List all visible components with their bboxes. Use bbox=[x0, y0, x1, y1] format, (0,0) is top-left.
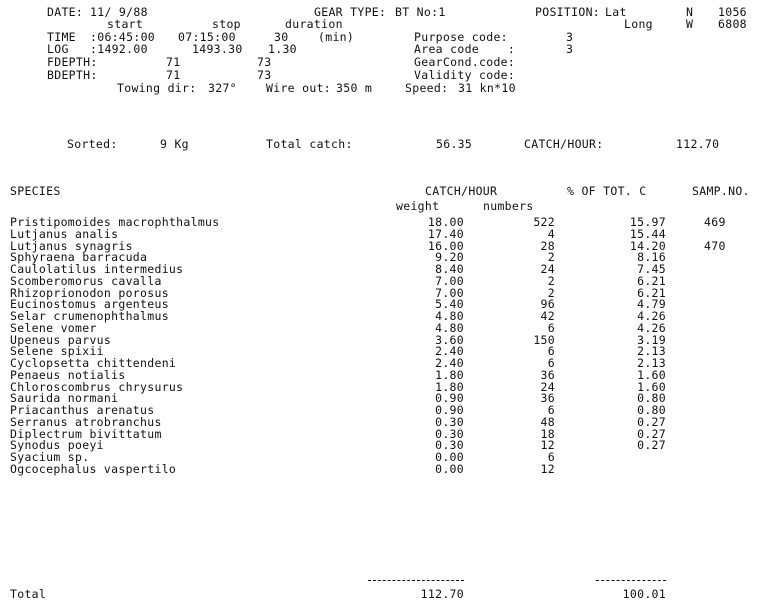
total-catch-value: 56.35 bbox=[436, 137, 473, 151]
stop-label: stop bbox=[212, 17, 241, 31]
catch-numbers: 12 bbox=[540, 438, 555, 452]
col-catch-hour-header: CATCH/HOUR bbox=[425, 184, 498, 198]
long-value: 6808 bbox=[718, 17, 747, 31]
bdepth-label: BDEPTH: bbox=[47, 68, 98, 82]
catch-numbers: 24 bbox=[540, 262, 555, 276]
species-name: Caulolatilus intermedius bbox=[10, 262, 184, 276]
species-name: Chloroscombrus chrysurus bbox=[10, 380, 184, 394]
sample-number: 469 bbox=[704, 215, 726, 229]
catch-hour-value: 112.70 bbox=[676, 137, 720, 151]
total-label: Total bbox=[10, 587, 47, 601]
catch-numbers: 36 bbox=[540, 368, 555, 382]
catch-numbers: 2 bbox=[547, 286, 555, 300]
start-label: start bbox=[107, 17, 144, 31]
purpose-code-value: 3 bbox=[566, 30, 574, 44]
catch-weight: 0.00 bbox=[435, 450, 464, 464]
catch-hour-label: CATCH/HOUR: bbox=[524, 137, 604, 151]
position-label: POSITION: bbox=[535, 5, 601, 19]
catch-weight: 4.80 bbox=[435, 321, 464, 335]
area-code-value: 3 bbox=[566, 42, 574, 56]
speed-value: 31 kn*10 bbox=[458, 81, 516, 95]
wire-value: 350 m bbox=[336, 81, 373, 95]
catch-weight: 8.40 bbox=[435, 262, 464, 276]
col-numbers-header: numbers bbox=[483, 199, 534, 213]
pct-of-total: 3.19 bbox=[637, 333, 666, 347]
speed-label: Speed: bbox=[405, 81, 449, 95]
pct-of-total: 15.44 bbox=[629, 227, 666, 241]
pct-of-total: 2.13 bbox=[637, 344, 666, 358]
gear-type-value: BT No:1 bbox=[395, 5, 446, 19]
catch-numbers: 6 bbox=[547, 403, 555, 417]
species-name: Lutjanus synagris bbox=[10, 239, 133, 253]
towing-label: Towing dir: bbox=[117, 81, 197, 95]
long-hemisphere: W bbox=[686, 17, 694, 31]
catch-weight: 4.80 bbox=[435, 309, 464, 323]
pct-of-total: 7.45 bbox=[637, 262, 666, 276]
catch-weight: 7.00 bbox=[435, 286, 464, 300]
catch-weight: 7.00 bbox=[435, 274, 464, 288]
catch-numbers: 6 bbox=[547, 356, 555, 370]
duration-label: duration bbox=[285, 17, 343, 31]
validity-label: Validity code: bbox=[414, 68, 516, 82]
total-weight: 112.70 bbox=[420, 587, 464, 601]
catch-weight: 0.00 bbox=[435, 462, 464, 476]
fdepth-stop: 73 bbox=[257, 55, 272, 69]
sample-number: 470 bbox=[704, 239, 726, 253]
species-name: Sphyraena barracuda bbox=[10, 250, 148, 264]
pct-total-rule bbox=[596, 580, 666, 581]
towing-value: 327° bbox=[208, 81, 237, 95]
catch-numbers: 48 bbox=[540, 415, 555, 429]
species-name: Diplectrum bivittatum bbox=[10, 427, 162, 441]
pct-of-total: 0.27 bbox=[637, 438, 666, 452]
pct-of-total: 4.26 bbox=[637, 321, 666, 335]
species-name: Selene spixii bbox=[10, 344, 104, 358]
catch-numbers: 4 bbox=[547, 227, 555, 241]
sorted-value: 9 Kg bbox=[160, 137, 189, 151]
species-name: Penaeus notialis bbox=[10, 368, 126, 382]
species-name: Scomberomorus cavalla bbox=[10, 274, 162, 288]
pct-of-total: 4.79 bbox=[637, 297, 666, 311]
catch-numbers: 522 bbox=[533, 215, 555, 229]
bdepth-start: 71 bbox=[166, 68, 181, 82]
pct-of-total: 0.80 bbox=[637, 391, 666, 405]
catch-weight: 17.40 bbox=[427, 227, 464, 241]
catch-numbers: 6 bbox=[547, 450, 555, 464]
pct-of-total: 4.26 bbox=[637, 309, 666, 323]
catch-numbers: 12 bbox=[540, 462, 555, 476]
species-name: Priacanthus arenatus bbox=[10, 403, 155, 417]
total-catch-label: Total catch: bbox=[266, 137, 353, 151]
bdepth-stop: 73 bbox=[257, 68, 272, 82]
catch-weight: 0.30 bbox=[435, 438, 464, 452]
species-name: Cyclopsetta chittendeni bbox=[10, 356, 177, 370]
pct-of-total: 0.27 bbox=[637, 427, 666, 441]
catch-weight: 0.90 bbox=[435, 391, 464, 405]
catch-weight: 9.20 bbox=[435, 250, 464, 264]
time-start: :06:45:00 bbox=[90, 30, 156, 44]
catch-weight: 3.60 bbox=[435, 333, 464, 347]
weight-total-rule bbox=[368, 580, 464, 581]
date-label: DATE: bbox=[47, 5, 84, 19]
log-duration: 1.30 bbox=[268, 42, 297, 56]
species-name: Selar crumenophthalmus bbox=[10, 309, 169, 323]
catch-weight: 1.80 bbox=[435, 368, 464, 382]
catch-numbers: 2 bbox=[547, 250, 555, 264]
catch-weight: 5.40 bbox=[435, 297, 464, 311]
catch-weight: 16.00 bbox=[427, 239, 464, 253]
catch-weight: 0.90 bbox=[435, 403, 464, 417]
species-name: Upeneus parvus bbox=[10, 333, 112, 347]
catch-numbers: 2 bbox=[547, 274, 555, 288]
fdepth-label: FDEPTH: bbox=[47, 55, 98, 69]
species-name: Lutjanus analis bbox=[10, 227, 119, 241]
species-name: Serranus atrobranchus bbox=[10, 415, 162, 429]
gear-cond-label: GearCond.code: bbox=[414, 55, 516, 69]
catch-weight: 2.40 bbox=[435, 356, 464, 370]
catch-numbers: 6 bbox=[547, 344, 555, 358]
catch-numbers: 24 bbox=[540, 380, 555, 394]
area-code-label: Area code : bbox=[414, 42, 516, 56]
time-stop: 07:15:00 bbox=[178, 30, 236, 44]
pct-of-total: 15.97 bbox=[629, 215, 666, 229]
catch-numbers: 42 bbox=[540, 309, 555, 323]
pct-of-total: 2.13 bbox=[637, 356, 666, 370]
species-name: Rhizoprionodon porosus bbox=[10, 286, 169, 300]
catch-weight: 1.80 bbox=[435, 380, 464, 394]
time-label: TIME bbox=[47, 30, 76, 44]
col-species-header: SPECIES bbox=[10, 184, 61, 198]
long-label: Long bbox=[624, 17, 653, 31]
fdepth-start: 71 bbox=[166, 55, 181, 69]
catch-numbers: 28 bbox=[540, 239, 555, 253]
pct-of-total: 6.21 bbox=[637, 286, 666, 300]
pct-of-total: 14.20 bbox=[629, 239, 666, 253]
wire-label: Wire out: bbox=[266, 81, 332, 95]
log-stop: 1493.30 bbox=[192, 42, 243, 56]
time-unit: (min) bbox=[318, 30, 355, 44]
catch-numbers: 150 bbox=[533, 333, 555, 347]
catch-numbers: 6 bbox=[547, 321, 555, 335]
purpose-code-label: Purpose code: bbox=[414, 30, 508, 44]
lat-hemisphere: N bbox=[686, 5, 694, 19]
lat-value: 1056 bbox=[718, 5, 747, 19]
col-weight-header: weight bbox=[396, 199, 440, 213]
catch-weight: 0.30 bbox=[435, 427, 464, 441]
catch-numbers: 96 bbox=[540, 297, 555, 311]
pct-of-total: 8.16 bbox=[637, 250, 666, 264]
catch-numbers: 36 bbox=[540, 391, 555, 405]
time-duration: 30 bbox=[274, 30, 289, 44]
pct-of-total: 1.60 bbox=[637, 368, 666, 382]
log-label: LOG bbox=[47, 42, 69, 56]
sorted-label: Sorted: bbox=[67, 137, 118, 151]
col-pct-header: % OF TOT. C bbox=[567, 184, 647, 198]
pct-of-total: 0.80 bbox=[637, 403, 666, 417]
col-samp-header: SAMP.NO. bbox=[692, 184, 750, 198]
pct-of-total: 6.21 bbox=[637, 274, 666, 288]
gear-type-label: GEAR TYPE: bbox=[314, 5, 387, 19]
species-name: Synodus poeyi bbox=[10, 438, 104, 452]
pct-of-total: 0.27 bbox=[637, 415, 666, 429]
species-name: Eucinostomus argenteus bbox=[10, 297, 169, 311]
species-name: Syacium sp. bbox=[10, 450, 90, 464]
species-name: Selene vomer bbox=[10, 321, 97, 335]
date-value: 11/ 9/88 bbox=[90, 5, 148, 19]
catch-weight: 18.00 bbox=[427, 215, 464, 229]
species-name: Pristipomoides macrophthalmus bbox=[10, 215, 220, 229]
catch-numbers: 18 bbox=[540, 427, 555, 441]
species-name: Saurida normani bbox=[10, 391, 119, 405]
catch-weight: 0.30 bbox=[435, 415, 464, 429]
log-start: :1492.00 bbox=[90, 42, 148, 56]
total-pct: 100.01 bbox=[622, 587, 666, 601]
species-name: Ogcocephalus vaspertilo bbox=[10, 462, 177, 476]
catch-weight: 2.40 bbox=[435, 344, 464, 358]
lat-label: Lat bbox=[605, 5, 627, 19]
pct-of-total: 1.60 bbox=[637, 380, 666, 394]
